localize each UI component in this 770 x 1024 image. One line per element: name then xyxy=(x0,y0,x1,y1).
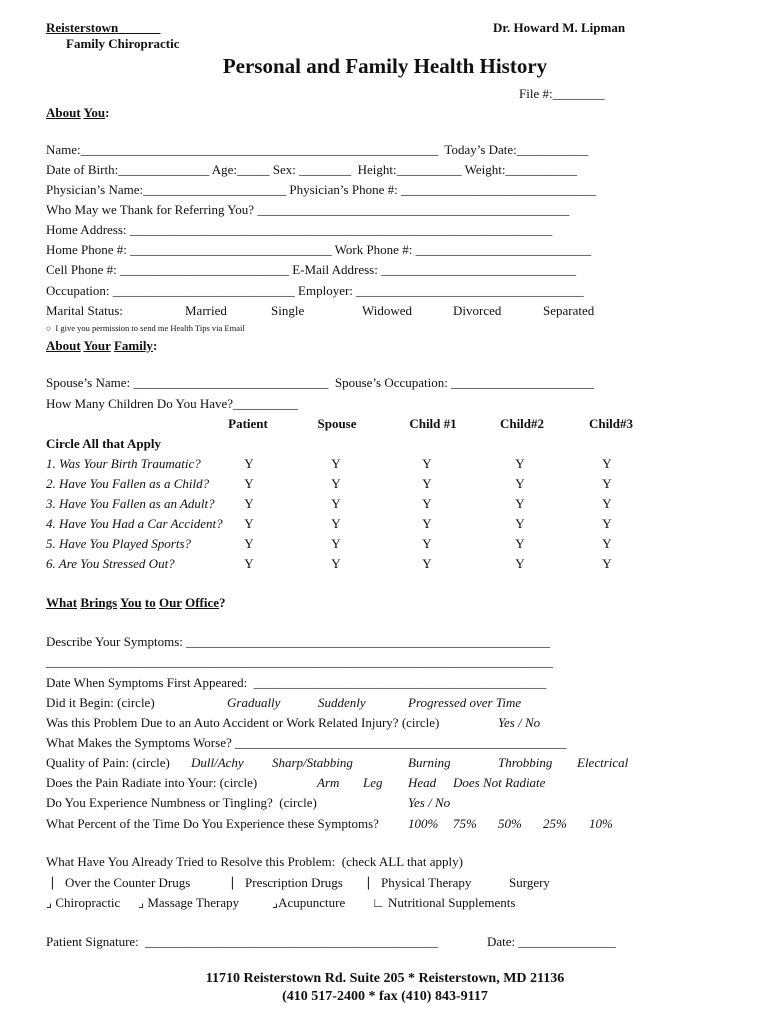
patient-signature-line[interactable]: Patient Signature: _____________________________________________ xyxy=(46,934,438,949)
pain-throbbing[interactable]: Throbbing xyxy=(498,755,553,770)
answer-q1-col5[interactable]: Y xyxy=(602,456,612,471)
about-family-heading: About Your Family: xyxy=(46,338,158,353)
checkbox-mark-icon: ∟ xyxy=(372,895,388,910)
radiate-head[interactable]: Head xyxy=(408,775,437,790)
pain-electrical[interactable]: Electrical xyxy=(577,755,629,770)
answer-q6-col2[interactable]: Y xyxy=(331,556,341,571)
answer-q3-col4[interactable]: Y xyxy=(515,496,525,511)
circle-all-label: Circle All that Apply xyxy=(46,436,161,451)
pain-dull[interactable]: Dull/Achy xyxy=(191,755,244,770)
answer-q3-col1[interactable]: Y xyxy=(244,496,254,511)
answer-q2-col1[interactable]: Y xyxy=(244,476,254,491)
answer-q4-col4[interactable]: Y xyxy=(515,516,525,531)
checkbox-mark-icon: ⎸ xyxy=(52,875,66,890)
radiate-arm[interactable]: Arm xyxy=(317,775,340,790)
pain-quality-label: Quality of Pain: (circle) xyxy=(46,755,170,770)
signature-date-line[interactable]: Date: _______________ xyxy=(487,934,616,949)
checkbox-mark-icon: ⌟ xyxy=(138,895,148,910)
begin-label: Did it Begin: (circle) xyxy=(46,695,155,710)
footer-phone: (410 517-2400 * fax (410) 843-9117 xyxy=(282,989,488,1004)
answer-q4-col3[interactable]: Y xyxy=(422,516,432,531)
about-you-heading: About You: xyxy=(46,105,110,120)
question-6: 6. Are You Stressed Out? xyxy=(46,556,175,571)
answer-q6-col3[interactable]: Y xyxy=(422,556,432,571)
phone-line[interactable]: Home Phone #: _______________________________ Work Phone #: ___________________________ xyxy=(46,242,592,257)
marital-option-divorced[interactable]: Divorced xyxy=(453,303,502,318)
children-count-line[interactable]: How Many Children Do You Have?__________ xyxy=(46,396,299,411)
radiate-none[interactable]: Does Not Radiate xyxy=(453,775,546,790)
cell-email-line[interactable]: Cell Phone #: __________________________ E-Mail Address: ______________________________ xyxy=(46,262,577,277)
answer-q3-col5[interactable]: Y xyxy=(602,496,612,511)
answer-q5-col2[interactable]: Y xyxy=(331,536,341,551)
tried-otc-checkbox[interactable]: ⎸Over the Counter Drugs xyxy=(52,875,191,890)
column-patient: Patient xyxy=(228,416,268,431)
column-child1: Child #1 xyxy=(409,416,457,431)
practice-name-line1: Reisterstown xyxy=(46,20,119,35)
answer-q2-col4[interactable]: Y xyxy=(515,476,525,491)
begin-gradually[interactable]: Gradually xyxy=(227,695,281,710)
answer-q4-col5[interactable]: Y xyxy=(602,516,612,531)
numbness-label: Do You Experience Numbness or Tingling? (circle) xyxy=(46,795,317,810)
answer-q2-col5[interactable]: Y xyxy=(602,476,612,491)
tried-chiro-checkbox[interactable]: ⌟ Chiropractic xyxy=(46,895,121,910)
marital-option-widowed[interactable]: Widowed xyxy=(362,303,413,318)
practice-name-line2: Family Chiropractic xyxy=(66,36,180,51)
answer-q1-col2[interactable]: Y xyxy=(331,456,341,471)
question-4: 4. Have You Had a Car Accident? xyxy=(46,516,223,531)
answer-q2-col3[interactable]: Y xyxy=(422,476,432,491)
question-3: 3. Have You Fallen as an Adult? xyxy=(46,496,215,511)
answer-q4-col1[interactable]: Y xyxy=(244,516,254,531)
occupation-employer-line[interactable]: Occupation: ____________________________ Employer: ___________________________________ xyxy=(46,283,584,298)
pain-burning[interactable]: Burning xyxy=(408,755,451,770)
checkbox-mark-icon: ⎸ xyxy=(232,875,246,890)
tried-prescription-checkbox[interactable]: ⎸Prescription Drugs xyxy=(232,875,343,890)
begin-suddenly[interactable]: Suddenly xyxy=(318,695,366,710)
answer-q6-col5[interactable]: Y xyxy=(602,556,612,571)
worse-line[interactable]: What Makes the Symptoms Worse? ___________________________________________________ xyxy=(46,735,567,750)
spouse-line[interactable]: Spouse’s Name: ______________________________ Spouse’s Occupation: ______________________ xyxy=(46,375,595,390)
home-address-line[interactable]: Home Address: _________________________________________________________________ xyxy=(46,222,553,237)
percent-50[interactable]: 50% xyxy=(498,816,522,831)
answer-q3-col3[interactable]: Y xyxy=(422,496,432,511)
begin-progressed[interactable]: Progressed over Time xyxy=(408,695,522,710)
marital-option-separated[interactable]: Separated xyxy=(543,303,595,318)
doctor-name: Dr. Howard M. Lipman xyxy=(493,20,626,35)
tried-acupuncture-checkbox[interactable]: ⌟Acupuncture xyxy=(272,895,346,910)
pain-sharp[interactable]: Sharp/Stabbing xyxy=(272,755,353,770)
marital-status-label: Marital Status: xyxy=(46,303,123,318)
answer-q5-col3[interactable]: Y xyxy=(422,536,432,551)
page-title: Personal and Family Health History xyxy=(222,54,548,78)
symptoms-line-2[interactable]: ______________________________________________________________________________ xyxy=(46,654,553,669)
answer-q1-col3[interactable]: Y xyxy=(422,456,432,471)
physician-line[interactable]: Physician’s Name:______________________ Physician’s Phone #: ______________________________ xyxy=(46,182,596,197)
injury-yes-no[interactable]: Yes / No xyxy=(498,715,541,730)
column-child2: Child#2 xyxy=(499,416,545,431)
tried-pt-checkbox[interactable]: ⎸Physical Therapy xyxy=(368,875,472,890)
checkbox-mark-icon: ⎸ xyxy=(368,875,382,890)
percent-75[interactable]: 75% xyxy=(453,816,477,831)
percent-10[interactable]: 10% xyxy=(589,816,613,831)
question-2: 2. Have You Fallen as a Child? xyxy=(46,476,210,491)
tried-surgery-checkbox[interactable]: Surgery xyxy=(509,875,550,890)
dob-age-sex-line[interactable]: Date of Birth:______________ Age:_____ Sex: ________ Height:__________ Weight:___________ xyxy=(46,162,577,177)
radiate-label: Does the Pain Radiate into Your: (circle) xyxy=(46,775,258,790)
answer-q6-col1[interactable]: Y xyxy=(244,556,254,571)
answer-q5-col4[interactable]: Y xyxy=(515,536,525,551)
percent-label: What Percent of the Time Do You Experience these Symptoms? xyxy=(46,816,379,831)
footer-address: 11710 Reisterstown Rd. Suite 205 * Reisterstown, MD 21136 xyxy=(205,971,565,986)
answer-q3-col2[interactable]: Y xyxy=(331,496,341,511)
answer-q5-col1[interactable]: Y xyxy=(244,536,254,551)
symptoms-date-line[interactable]: Date When Symptoms First Appeared: _____________________________________________ xyxy=(46,675,547,690)
symptoms-line[interactable]: Describe Your Symptoms: ________________________________________________________ xyxy=(46,634,551,649)
column-child3: Child#3 xyxy=(588,416,634,431)
marital-option-married[interactable]: Married xyxy=(185,303,227,318)
column-spouse: Spouse xyxy=(317,416,357,431)
percent-25[interactable]: 25% xyxy=(543,816,567,831)
radiate-leg[interactable]: Leg xyxy=(363,775,383,790)
answer-q5-col5[interactable]: Y xyxy=(602,536,612,551)
file-number-field[interactable]: File #:________ xyxy=(519,86,605,101)
answer-q2-col2[interactable]: Y xyxy=(331,476,341,491)
name-date-line[interactable]: Name:_______________________________________________________ Today’s Date:___________ xyxy=(46,142,589,157)
numbness-yes-no[interactable]: Yes / No xyxy=(408,795,451,810)
marital-option-single[interactable]: Single xyxy=(271,303,305,318)
tried-nutrition-checkbox[interactable]: ∟ Nutritional Supplements xyxy=(372,895,516,910)
tried-massage-checkbox[interactable]: ⌟ Massage Therapy xyxy=(138,895,240,910)
answer-q1-col1[interactable]: Y xyxy=(244,456,254,471)
checkbox-mark-icon: ⌟ xyxy=(272,895,279,910)
email-permission-checkbox[interactable]: ○ I give you permission to send me Health Tips via Email xyxy=(46,323,245,333)
answer-q4-col2[interactable]: Y xyxy=(331,516,341,531)
injury-label: Was this Problem Due to an Auto Accident or Work Related Injury? (circle) xyxy=(46,715,440,730)
answer-q1-col4[interactable]: Y xyxy=(515,456,525,471)
tried-label: What Have You Already Tried to Resolve this Problem: (check ALL that apply) xyxy=(46,854,463,869)
question-1: 1. Was Your Birth Traumatic? xyxy=(46,456,201,471)
percent-100[interactable]: 100% xyxy=(408,816,439,831)
checkbox-mark-icon: ⌟ xyxy=(46,895,56,910)
answer-q6-col4[interactable]: Y xyxy=(515,556,525,571)
referral-line[interactable]: Who May we Thank for Referring You? ________________________________________________ xyxy=(46,202,570,217)
question-5: 5. Have You Played Sports? xyxy=(46,536,192,551)
office-heading: What Brings You to Our Office? xyxy=(46,595,226,610)
